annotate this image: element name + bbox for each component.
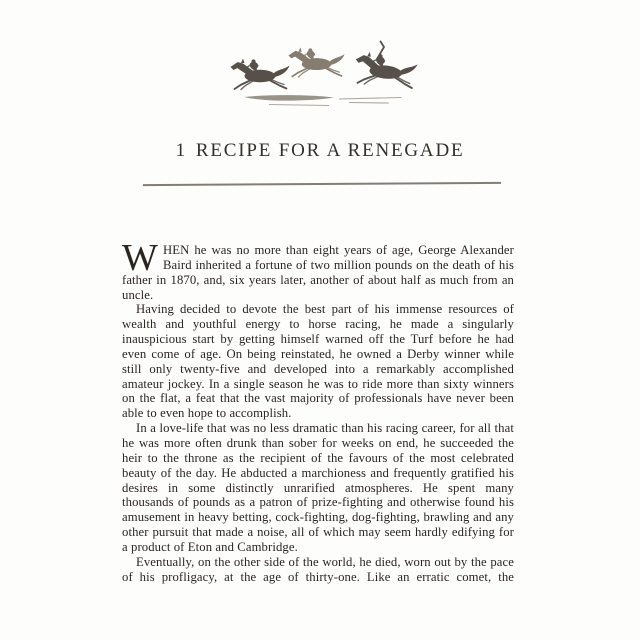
paragraph-text: HEN he was no more than eight years of age, George Alexander Baird inherited a fortune of two million pounds on the death of his father in 1870, and, six years later, another of about half as much from an uncle. xyxy=(122,243,514,302)
drop-cap: W xyxy=(122,237,158,279)
chapter-title xyxy=(0,140,640,162)
horse-race-engraving-svg xyxy=(229,38,421,110)
chapter-number: 1 xyxy=(175,140,187,161)
paragraph: Having decided to devote the best part of his immense resources of wealth and youthful energy to horse racing, he made a singularly inauspicious start by getting himself warned off the Turf before he had even come of age. On being reinstated, he owned a Derby winner while still only twenty-five and developed into a remarkably accomplished amateur jockey. In a single season he was to ride more than sixty winners on the flat, a feat that the vast majority of professionals have never been able to even hope to accomplish. xyxy=(122,302,514,421)
title-divider-rule xyxy=(143,182,501,186)
paragraph-opening xyxy=(122,237,514,302)
body-text xyxy=(122,237,514,584)
chapter-name: RECIPE FOR A RENEGADE xyxy=(195,140,465,161)
horse-race-engraving xyxy=(229,38,421,110)
paragraph: In a love-life that was no less dramatic than his racing career, for all that he was more often drunk than sober for weeks on end, he succeeded the heir to the throne as the recipient of the favours of the most celebrated beauty of the day. He abducted a marchioness and frequently gratified his desires in some distinctly unrarified atmospheres. He spent many thousands of pounds as a patron of prize-fighting and otherwise found his amusement in heavy betting, cock-fighting, dog-fighting, brawling and any other pursuit that made a noise, all of which may seem hardly edifying for a product of Eton and Cambridge. xyxy=(122,421,514,554)
paragraph: Eventually, on the other side of the world, he died, worn out by the pace of his profligacy, at the age of thirty-one. Like an erratic comet, the xyxy=(122,554,514,584)
